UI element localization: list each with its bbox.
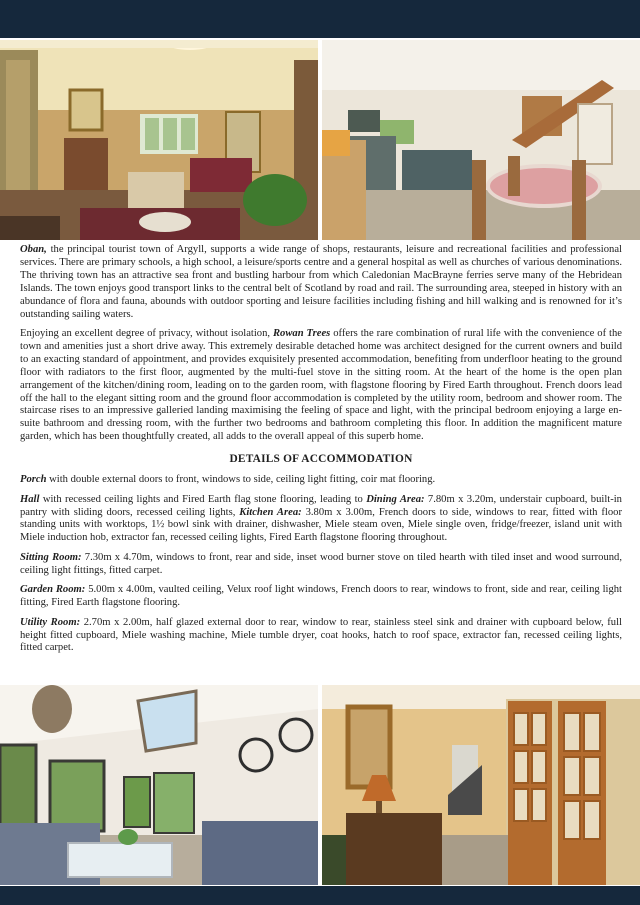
dining-label: Dining Area: [366, 493, 425, 505]
garden-text: 5.00m x 4.00m, vaulted ceiling, Velux roof light windows, French doors to rear, windows to front, side and rear, ceiling light fitting, Fired Earth flagstone flooring. [20, 584, 622, 609]
intro-paragraph-oban [20, 244, 622, 321]
details-heading: DETAILS OF ACCOMMODATION [229, 453, 413, 466]
hall-text: with recessed ceiling lights and Fired Earth flag stone flooring, leading to [39, 493, 367, 505]
photo-kitchen-dining [322, 40, 640, 240]
property-name: Rowan Trees [272, 328, 331, 340]
room-hall [20, 494, 622, 546]
photo-sitting-room [0, 40, 318, 240]
sitting-text: 7.30m x 4.70m, windows to front, rear and side, inset wood burner stove on tiled hearth with tiled inset and wood surround, ceiling light fittings, fitted carpet. [20, 551, 622, 576]
dining-text: 7.80m x 3.20m, understair cupboard, built-in pantry with sliding doors, recessed ceiling lights, [20, 493, 622, 518]
room-garden [20, 584, 622, 610]
room-sitting [20, 552, 622, 578]
garden-label: Garden Room: [20, 584, 86, 596]
intro-paragraph-property [20, 328, 622, 444]
utility-label: Utility Room: [20, 616, 81, 628]
kitchen-label: Kitchen Area: [239, 506, 302, 518]
sitting-label: Sitting Room: [20, 551, 82, 563]
intro-property-body: offers the rare combination of rural life with the convenience of the town and amenities just a short drive away. This extremely desirable detached home was architect designed for the current owners and build to an exacting standard of appointment, and provides exquisitely presented accommodation, benefiting from underfloor heating to the ground floor with radiators to the first floor, augmented by the multi-fuel stove in the sitting room. At the heart of the home is the open plan arrangement of the kitchen/dining room, leading on to the garden room, with flagstone flooring by Fired Earth throughout. French doors lead off the hall to the elegant sitting room and the ground floor accommodation is completed by the utility room, bedroom and shower room. The staircase rises to an impressive galleried landing maximising the feeling of space and light, with the principal bedroom enjoying a large en-suite bathroom and dressing room, with the further two bedrooms and bathroom completing this floor. In addition the magnificent mature garden, which has been thoughtfully created, all adds to the overall appeal of this superb home. [20, 328, 622, 443]
photo-hall [322, 685, 640, 885]
room-porch [20, 474, 622, 487]
intro-oban-body: the principal tourist town of Argyll, supports a wide range of shops, restaurants, leisure and recreational facilities and professional services. There are primary schools, a high school, a leisure/sports centre and a general hospital as well as churches of various denominations. The thriving town has an attractive sea front and bustling harbour from which Caledonian MacBrayne ferries serve many of the Hebridean Islands. The town enjoys good transport links to the central belt of Scotland by road and rail. The surrounding area, steeped in history with an abundance of flora and fauna, abounds with outdoor sporting and leisure facilities including fishing and hill walking and is renowned for it’s outstanding sailing waters. [20, 244, 622, 320]
room-utility [20, 617, 622, 656]
porch-text: with double external doors to front, windows to side, ceiling light fitting, coir mat flooring. [46, 474, 436, 486]
top-band [0, 0, 640, 38]
photo-garden-room [0, 685, 318, 885]
intro-oban-lead: Oban, [20, 244, 47, 255]
brochure-text [20, 244, 622, 684]
porch-label: Porch [20, 474, 47, 486]
kitchen-text: 3.80m x 3.00m, French doors to side, windows to rear, fitted with floor standing units with worktops, 1½ bowl sink with drainer, dishwasher, Miele steam oven, Miele single oven, fridge/freezer, island unit with Miele induction hob, extractor fan, recessed ceiling lights, Fired Earth flagstone flooring throughout. [20, 506, 622, 544]
bottom-band [0, 886, 640, 905]
intro-property-pre: Enjoying an excellent degree of privacy, without isolation, [20, 328, 273, 340]
utility-text: 2.70m x 2.00m, half glazed external door to rear, window to rear, stainless steel sink and drainer with cupboard below, full height fitted cupboard, Miele washing machine, Miele tumble dryer, coat hooks, hatch to roof space, extractor fan, recessed ceiling lights, fitted carpet. [20, 616, 622, 654]
hall-label: Hall [20, 493, 40, 505]
